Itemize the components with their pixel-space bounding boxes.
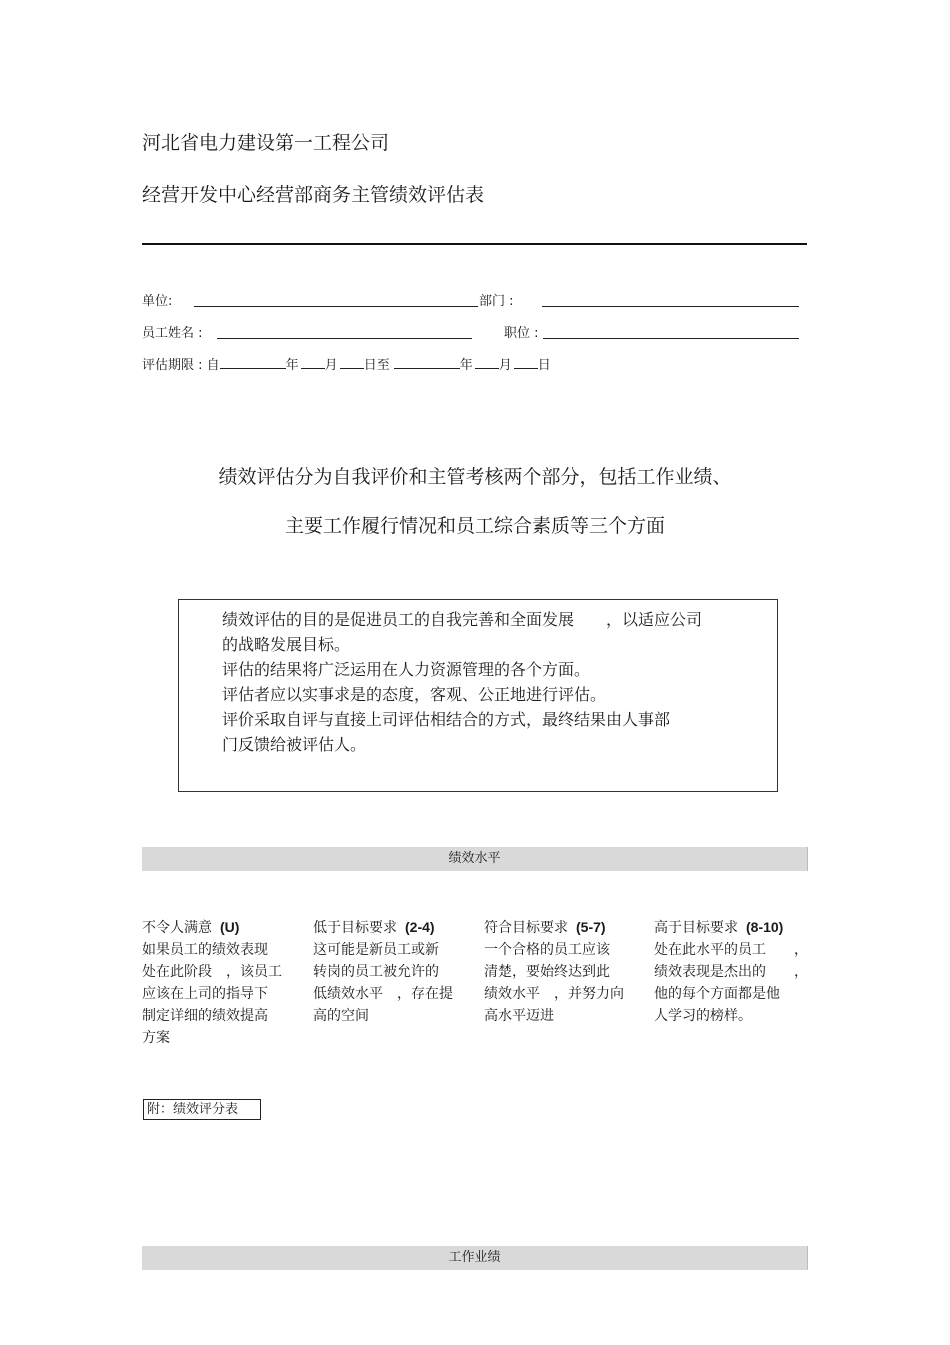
level-name: 不令人满意 <box>142 920 212 936</box>
level-name: 低于目标要求 <box>313 920 397 936</box>
level-desc-line: 低绩效水平 ，存在提 <box>313 986 453 1002</box>
level-code: (5-7) <box>576 919 606 935</box>
level-desc-line: 这可能是新员工或新 <box>313 942 439 958</box>
start-month-unit: 月 <box>324 358 338 373</box>
position-input-line[interactable] <box>543 326 799 339</box>
level-heading <box>484 916 644 939</box>
level-desc-line: 转岗的员工被允许的 <box>313 964 439 980</box>
intro-line-2: 主要工作履行情况和员工综合素质等三个方面 <box>284 515 665 537</box>
name-label: 员工姓名 : <box>142 326 203 341</box>
unit-field <box>142 290 172 309</box>
level-desc-line: 绩效水平 ，并努力向 <box>484 986 624 1002</box>
attachment-label: 附：绩效评分表 <box>143 1099 261 1120</box>
start-day-line[interactable] <box>340 356 364 369</box>
level-desc-line: 他的每个方面都是他 <box>654 986 780 1002</box>
level-desc-line: 处在此水平的员工 ， <box>654 942 808 958</box>
title-divider <box>142 243 807 245</box>
level-code: (2-4) <box>405 919 435 935</box>
level-name: 符合目标要求 <box>484 920 568 936</box>
end-year-line[interactable] <box>394 356 460 369</box>
period-label: 评估期限 : 自 <box>142 358 220 373</box>
position-label: 职位 : <box>504 326 539 341</box>
level-code: (U) <box>220 919 240 935</box>
unit-input-line[interactable] <box>194 294 478 307</box>
level-heading <box>654 916 814 939</box>
level-desc-line: 处在此阶段 ，该员工 <box>142 964 282 980</box>
intro-line-1: 绩效评估分为自我评价和主管考核两个部分，包括工作业绩、 <box>218 466 732 488</box>
performance-level-header: 绩效水平 <box>142 847 808 871</box>
form-title: 经营开发中心经营部商务主管绩效评估表 <box>142 184 485 206</box>
level-desc-line: 高水平迈进 <box>484 1008 554 1024</box>
level-desc-line: 绩效表现是杰出的 ， <box>654 964 808 980</box>
unit-label: 单位: <box>142 294 173 309</box>
note-line: 绩效评估的目的是促进员工的自我完善和全面发展 ，以适应公司 <box>222 610 703 629</box>
level-column-meets-target <box>484 916 644 1027</box>
level-column-above-target <box>654 916 814 1027</box>
level-desc-line: 应该在上司的指导下 <box>142 986 268 1002</box>
end-month-line[interactable] <box>475 356 499 369</box>
note-line: 门反馈给被评估人。 <box>222 735 367 754</box>
level-code: (8-10) <box>746 919 784 935</box>
level-name: 高于目标要求 <box>654 920 738 936</box>
level-desc-line: 人学习的榜样。 <box>654 1008 752 1024</box>
end-day-line[interactable] <box>514 356 538 369</box>
dept-input-line[interactable] <box>542 294 799 307</box>
end-year-unit: 年 <box>459 358 473 373</box>
note-line: 评价采取自评与直接上司评估相结合的方式，最终结果由人事部 <box>222 710 671 729</box>
level-heading <box>142 916 302 939</box>
level-desc-line: 清楚，要始终达到此 <box>484 964 610 980</box>
note-line: 的战略发展目标。 <box>222 635 351 654</box>
level-column-unsatisfactory <box>142 916 302 1049</box>
company-name: 河北省电力建设第一工程公司 <box>142 132 390 154</box>
level-desc-line: 方案 <box>142 1030 170 1046</box>
note-line: 评估的结果将广泛运用在人力资源管理的各个方面。 <box>222 660 591 679</box>
level-desc-line: 高的空间 <box>313 1008 369 1024</box>
level-column-below-target <box>313 916 473 1027</box>
level-desc-line: 一个合格的员工应该 <box>484 942 610 958</box>
end-day-unit: 日 <box>537 358 551 373</box>
name-input-line[interactable] <box>217 326 472 339</box>
to-label: 日至 <box>363 358 390 373</box>
end-month-unit: 月 <box>498 358 512 373</box>
work-performance-header: 工作业绩 <box>142 1246 808 1270</box>
period-field <box>142 354 551 373</box>
start-year-unit: 年 <box>285 358 299 373</box>
dept-label: 部门 : <box>479 294 514 309</box>
level-desc-line: 制定详细的绩效提高 <box>142 1008 268 1024</box>
note-line: 评估者应以实事求是的态度，客观、公正地进行评估。 <box>222 685 607 704</box>
level-desc-line: 如果员工的绩效表现 <box>142 942 268 958</box>
start-year-line[interactable] <box>220 356 286 369</box>
level-heading <box>313 916 473 939</box>
start-month-line[interactable] <box>301 356 325 369</box>
